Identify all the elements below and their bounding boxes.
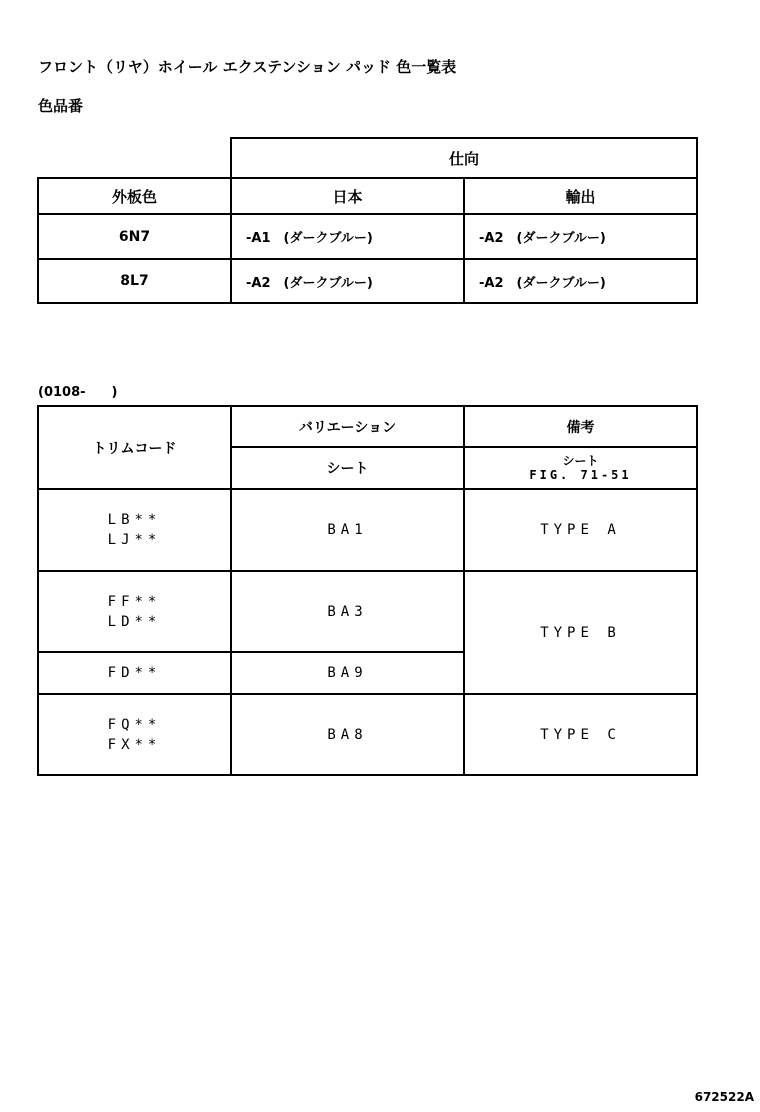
trim-codes: FD**: [107, 665, 162, 681]
remarks-seat-label: シート: [562, 454, 599, 468]
table-row-seat-code: [230, 570, 465, 653]
remark-type: TYPE A: [540, 522, 621, 538]
seat-header-label: シート: [326, 461, 369, 477]
table-row-trim-codes: [37, 570, 232, 653]
trim-codes: LB** LJ**: [107, 512, 162, 548]
japan-value: -A2 (ダークブルー): [246, 275, 373, 291]
trim-codes: FF** LD**: [107, 593, 162, 630]
japan-header-label: 日本: [332, 187, 363, 206]
page-title: フロント（リヤ）ホイール エクステンション パッド 色一覧表: [38, 58, 457, 76]
trim-codes: FQ** FX**: [107, 716, 162, 753]
date-range-note: (0108- ): [38, 385, 118, 400]
variation-header-label: バリエーション: [298, 419, 397, 436]
export-value: -A2 (ダークブルー): [479, 231, 606, 246]
color-code: 6N7: [118, 228, 151, 245]
illustration-code: 672522A: [694, 1090, 754, 1104]
remarks-header: [463, 405, 698, 448]
table-row-japan-value: [230, 213, 465, 260]
table-row-export-value: [463, 213, 698, 260]
table-row-japan-value: [230, 258, 465, 304]
destination-header: [230, 137, 698, 179]
table-row-color-code: [37, 213, 232, 260]
trim-code-header: [37, 405, 232, 490]
section-heading: 色品番: [38, 97, 84, 115]
seat-header: [230, 446, 465, 490]
table-row-seat-code: [230, 651, 465, 695]
seat-code: BA1: [327, 522, 368, 538]
seat-code: BA3: [327, 603, 368, 620]
color-code: 8L7: [120, 273, 149, 289]
remarks-seat-fig-header: [463, 446, 698, 490]
table-row-trim-codes: [37, 693, 232, 776]
remark-type: TYPE B: [540, 624, 621, 641]
export-value: -A2 (ダークブルー): [479, 275, 606, 291]
japan-value: -A1 (ダークブルー): [246, 231, 373, 246]
export-header-label: 輸出: [565, 187, 596, 206]
figure-reference: FIG. 71-51: [529, 468, 632, 482]
exterior-color-header-label: 外板色: [111, 187, 157, 206]
seat-code: BA8: [327, 726, 368, 743]
table-row-trim-codes: [37, 651, 232, 695]
remarks-header-label: 備考: [566, 419, 595, 436]
exterior-color-header: [37, 177, 232, 215]
table-row-trim-codes: [37, 488, 232, 572]
table-row-remark: [463, 570, 698, 695]
seat-code: BA9: [327, 665, 368, 681]
table-row-remark: [463, 693, 698, 776]
export-header: [463, 177, 698, 215]
variation-header: [230, 405, 465, 448]
trim-code-header-label: トリムコード: [92, 440, 177, 457]
remark-type: TYPE C: [540, 726, 621, 743]
table-row-seat-code: [230, 693, 465, 776]
japan-header: [230, 177, 465, 215]
table-row-color-code: [37, 258, 232, 304]
table-row-remark: [463, 488, 698, 572]
table-row-seat-code: [230, 488, 465, 572]
table-row-export-value: [463, 258, 698, 304]
destination-header-label: 仕向: [448, 149, 479, 168]
